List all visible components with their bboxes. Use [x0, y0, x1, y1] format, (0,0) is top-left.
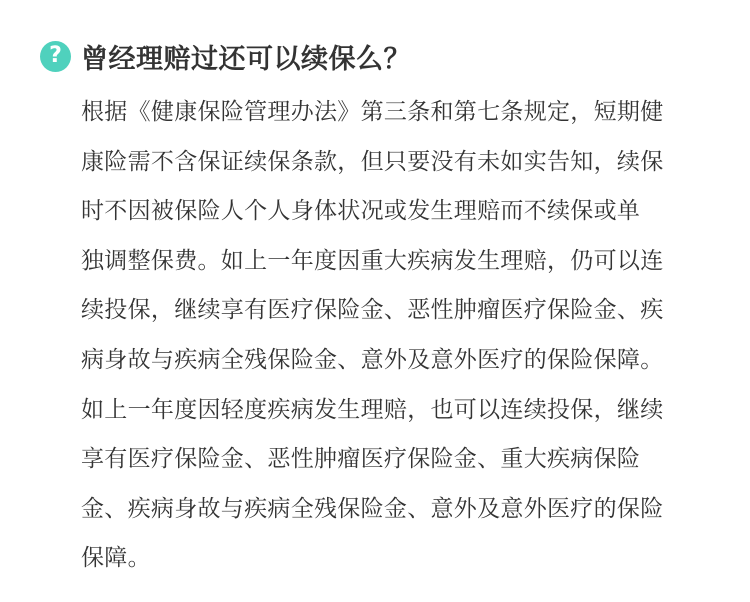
answer-line: 独调整保费。如上一年度因重大疾病发生理赔，仍可以连	[81, 247, 664, 274]
answer-text	[81, 88, 713, 584]
answer-line: 时不因被保险人个人身体状况或发生理赔而不续保或单	[81, 198, 641, 225]
question-icon: ?	[40, 41, 71, 72]
answer-line: 金、疾病身故与疾病全残保险金、意外及意外医疗的保险	[81, 495, 664, 522]
answer-line: 康险需不含保证续保条款，但只要没有未如实告知，续保	[81, 148, 664, 175]
answer-line: 保障。	[81, 545, 151, 572]
answer-line: 病身故与疾病全残保险金、意外及意外医疗的保险保障。	[81, 346, 664, 373]
answer-line: 续投保，继续享有医疗保险金、恶性肿瘤医疗保险金、疾	[81, 297, 664, 324]
answer-line: 如上一年度因轻度疾病发生理赔，也可以连续投保，继续	[81, 396, 664, 423]
question-header	[40, 40, 750, 75]
question-title: 曾经理赔过还可以续保么？	[81, 43, 411, 75]
answer-line: 享有医疗保险金、恶性肿瘤医疗保险金、重大疾病保险	[81, 446, 641, 473]
answer-line: 根据《健康保险管理办法》第三条和第七条规定，短期健	[81, 99, 664, 125]
